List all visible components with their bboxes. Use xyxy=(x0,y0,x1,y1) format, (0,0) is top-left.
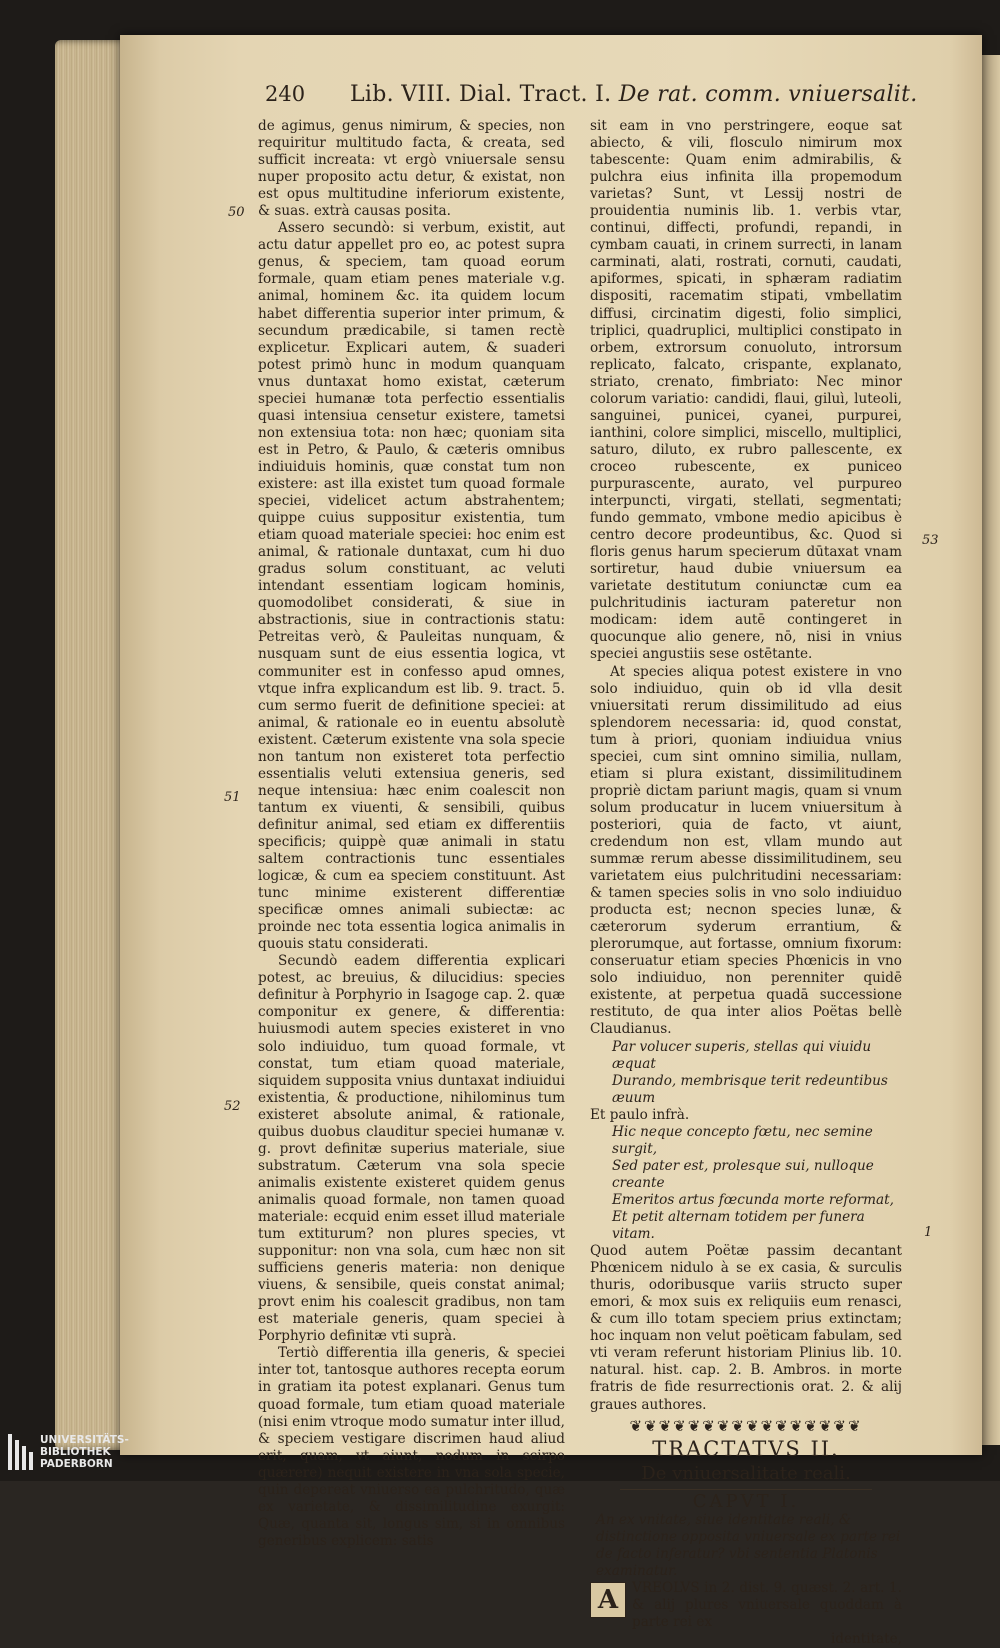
right-paragraph-1: sit eam in vno perstringere, eoque sat abiecto, & vili, flosculo nimirum mox tabescente: Quam enim admirabilis, & pulchra eius infinita illa propemodum varietas? Sunt, vt Lessij nostri de prouidentia numinis lib. 1. verbis vtar, continui, diffecti, profundi, repandi, in cymbam cauati, in crinem surrecti, in lanam carminati, alati, rostrati, cornuti, caudati, apiformes, spicati, in sphæram radiatim dispositi, racematim stipati, vmbellatim diffusi, circinatim digesti, folio simplici, triplici, quadruplici, multiplici constipato in orbem, extrorsum conuoluto, introrsum replicato, falcato, crispante, explanato, striato, crenato, fimbriato: Nec minor colorum variatio: candidi, flaui, giluì, luteoli, sanguinei, punicei, cyanei, purpurei, ianthini, colore simplici, miscello, multiplici, saturo, diluto, ex rubro pallescente, ex croceo rubescente, ex puniceo purpurascente, aurato, vel purpureo interpuncti, virgati, stellati, segmentati; fundo gemmato, vmbone medio apicibus è centro decore prodeuntibus, &c. Quod si floris genus harum specierum dūtaxat vnam sortiretur, haud dubie vniuersum ea varietate destitutum coniunctæ cum ea pulchritudinis iacturam pateretur non modicam: idem autē contingeret in quocunque alio genere, nō, nisi in vnius speciei angustiis sese ostētante. xyxy=(590,118,902,663)
caput-description: An ex vnitate, siue identitate reali, & distinctione opposita vniuersale ex parte rei de facto inferatur? vbi sententia Platonis examinatur. xyxy=(596,1511,901,1579)
verse-line: Et petit alternam totidem per funera vitam. xyxy=(612,1209,865,1243)
right-paragraph-2: At species aliqua potest existere in vno solo indiuiduo, quin ob id vlla desit vniuersitati rerum dissimilitudo ad eius splendorem necessaria: id, quod constat, tum à priori, quoniam indiuidua vnius speciei, cum sint omnino similia, nullam, etiam si plura existant, dissimilitudinem propriè dictam pariunt magis, quam si vnum solum producatur in lucem vniuersitum à posteriori, quia de facto, vt aiunt, credendum non est, vllam mundo aut summæ rerum abesse dissimilitudinem, seu varietatem eius pulchritudini necessariam: & tamen species solis in vno solo indiuiduo producta est; necnon species lunæ, & cæterorum syderum errantium, & plerorumque, aut fortasse, omnium fixorum: conseruatur etiam species Phœnicis in vno solo indiuiduo, non perenniter quidē existente, at perpetua quadā successione restituto, de qua inter alios Poëtas bellè Claudianus. xyxy=(590,663,902,1038)
margin-number-53: 53 xyxy=(922,533,939,548)
running-title: Lib. VIII. Dial. Tract. I. De rat. comm. vniuersalit. xyxy=(350,82,918,107)
chapter-opening: A VREOLVS in 2. dist. 9. quæst. 2. art. 1. & alij plures vniuersale quoddam à parte rei ex xyxy=(590,1580,902,1631)
verse-line: Durando, membrisque terit redeuntibus æuum xyxy=(612,1072,888,1106)
right-column xyxy=(590,118,902,1648)
running-header xyxy=(265,82,918,122)
left-paragraph-4: Tertiò differentia illa generis, & speciei inter tot, tantosque authores recepta eorum in gratiam ita potest explanari. Genus tum quoad formale, tum etiam quoad materiale (nisi enim vtroque modo sumatur inter illud, & speciem vestigare discrimen haud aliud erit, quam, vt aiunt, nodum in scirpo quærere) nequit existere in vna sola specie, quin depereat vniuerso ea pulchritudo, quæ ex varietate, & dissimilitudine exurgit: Quæ, quanta sit, longus sim, si in omnibus generibus explicem: satis xyxy=(258,1345,565,1549)
margin-number-51: 51 xyxy=(224,790,241,805)
page-number: 240 xyxy=(265,82,306,106)
left-column xyxy=(258,118,565,1550)
margin-number-50: 50 xyxy=(228,205,245,220)
library-logo-text: UNIVERSITÄTS- BIBLIOTHEK PADERBORN xyxy=(40,1434,129,1470)
verse-line: Emeritos artus fœcunda morte reformat, xyxy=(612,1191,894,1208)
verse-line: Hic neque concepto fœtu, nec semine surgit, xyxy=(612,1123,873,1157)
library-logo xyxy=(8,1432,148,1478)
right-paragraph-3: Quod autem Poëtæ passim decantant Phœnicem nidulo à se ex casia, & surculis thuris, odoribusque variis structo super emori, & mox suis ex reliquiis eum renasci, & cum illo totam speciem prius extinctam; hoc inquam non velut poëticam fabulam, sed vti veram referunt historiam Plinius lib. 10. natural. hist. cap. 2. B. Ambros. in morte fratris de fide resurrectionis orat. 2. & alij graues authores. xyxy=(590,1243,902,1413)
margin-number-52: 52 xyxy=(224,1099,241,1114)
divider xyxy=(620,1489,872,1490)
left-paragraph-2: Assero secundò: si verbum, existit, aut actu datur appellet pro eo, ac potest supra genus, & speciem, tam quoad eorum formale, quam etiam penes materiale v.g. animal, hominem &c. ita quidem locum habet differentia superior inter primum, & secundum prædicabile, si tamen rectè explicetur. Explicari autem, & suaderi potest primò hunc in modum quanquam vnus duntaxat homo existat, cæterum speciei humanæ tota perfectio essentialis quasi intensiua censetur existere, tametsi non extensiua tota: non hæc; quoniam sita est in Petro, & Paulo, & cæteris omnibus indiuiduis hominis, quæ constat tum non existere: ast illa existet tum quoad formale speciei, videlicet actum abstrahentem; quippe cuius suppositur existentia, tum etiam quoad materiale speciei: hoc enim est animal, & rationale duntaxat, cum hi duo gradus solum constituant, ac veluti intendant essentiam logicam hominis, quomodolibet considerati, & siue in abstractionis, siue in contractionis statu: Petreitas verò, & Pauleitas nunquam, & nusquam sunt de eius essentia logica, vt communiter est in confesso apud omnes, vtque infra explicandum est lib. 9. tract. 5. cum sermo fuerit de definitione speciei: at animal, & rationale eo in euentu absolutè existent. Cæterum existente vna sola specie non tantum non existeret tota perfectio essentialis veluti extensiua generis, sed neque intensiua: hæc enim coalescit non tantum ex viuenti, & sensibili, quibus definitur animal, sed etiam ex differentiis specificis; quippè quæ animali in statu saltem contractionis tunc essentiales logicæ, & cum ea speciem constituunt. Ast tunc minime existerent differentiæ specificæ omnes animali subiectæ: ac proinde nec tota essentia logica animalis in quouis statu considerati. xyxy=(258,220,565,953)
library-logo-mark-icon xyxy=(8,1434,34,1470)
verse-intro: Et paulo infrà. xyxy=(590,1106,690,1123)
catchword: identitate, xyxy=(830,1630,902,1647)
left-paragraph-3: Secundò eadem differentia explicari potest, ac breuius, & dilucidius: species definitur à Porphyrio in Isagoge cap. 2. quæ componitur ex genere, & differentia: huiusmodi autem species existeret in vno solo indiuiduo, tum quoad formale, vt constat, tum etiam quoad materiale, siquidem supposita vnius duntaxat indiuidui existentia, & productione, nihilominus tum existeret absolute animal, & rationale, quibus duobus clauditur speciei humanæ v. g. provt definitæ superius materiale, siue substratum. Cæterum vna sola specie animalis existente existeret quidem genus animalis quoad formale, non tamen quoad materiale: ecquid enim esset illud materiale tum extiturum? non plures species, vt supponitur: non vna sola, cum hæc non sit sufficiens generis materia: non denique viuens, & sensibile, queis constat animal; provt enim his coalescit gradibus, non tam est materiale generis, quam speciei à Porphyrio definitæ vti suprà. xyxy=(258,953,565,1345)
ornament-band: ❦❦❦❦❦❦❦❦❦❦❦❦❦❦❦❦ xyxy=(629,1416,863,1435)
tractatus-title: TRACTATVS II. xyxy=(652,1436,840,1461)
verse-line: Sed pater est, prolesque sui, nulloque creante xyxy=(612,1157,874,1191)
tractatus-subtitle: De vniuersalitate reali. xyxy=(641,1462,851,1484)
verse-line: Par volucer superis, stellas qui viuidu æquat xyxy=(612,1038,872,1072)
caput-title: CAPVT I. xyxy=(692,1490,800,1512)
decorated-initial: A xyxy=(590,1582,626,1618)
left-paragraph-1: de agimus, genus nimirum, & species, non requiritur multitudo facta, & creata, sed sufficit increata: vt ergò vniuersale sensu nuper proposito actu detur, & existat, non est opus multitudine inferiorum existente, & suas. extrà causas posita. xyxy=(258,118,565,220)
margin-number-1: 1 xyxy=(924,1225,933,1240)
